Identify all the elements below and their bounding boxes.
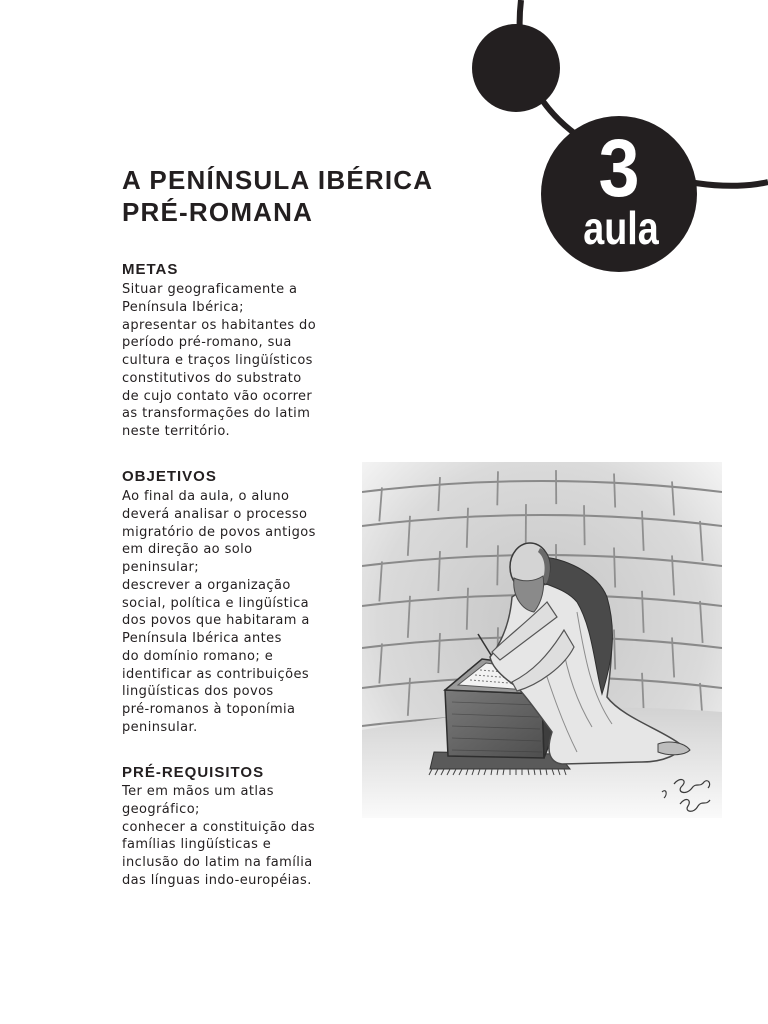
wall-joint-line	[614, 548, 615, 588]
chapter-number: 3	[598, 123, 640, 214]
body-line: peninsular.	[122, 719, 198, 735]
body-line: dos povos que habitaram a	[122, 613, 310, 629]
page-title-line: PRÉ-ROMANA	[122, 197, 314, 227]
body-line: lingüísticas dos povos	[122, 684, 274, 700]
body-line: Situar geograficamente a	[122, 282, 298, 297]
body-line: as transformações do latim	[122, 406, 311, 422]
body-line: constitutivos do substrato	[122, 370, 302, 386]
body-line: Ter em mãos um atlas	[122, 784, 274, 799]
wall-joint-line	[467, 588, 468, 630]
body-line: descrever a organização	[122, 577, 291, 593]
section-heading-objetivos: OBJETIVOS	[122, 468, 217, 485]
body-line: em direção ao solo	[122, 542, 253, 558]
body-line: social, política e lingüística	[122, 595, 310, 611]
wall-joint-line	[497, 471, 498, 505]
body-line: pré-romanos à toponímia	[122, 702, 296, 717]
body-line: famílias lingüísticas e	[122, 837, 272, 853]
body-line: peninsular;	[122, 560, 200, 575]
monk-writing-illustration	[362, 462, 722, 818]
body-line: cultura e traços lingüísticos	[122, 353, 313, 368]
body-line: de cujo contato vão ocorrer	[122, 388, 313, 404]
wall-joint-line	[467, 508, 468, 548]
body-line: inclusão do latim na família	[122, 855, 313, 870]
body-line: neste território.	[122, 424, 231, 439]
small-decorative-circle	[472, 24, 560, 112]
wall-joint-line	[497, 545, 498, 585]
body-line: das línguas indo-européias.	[122, 872, 312, 888]
body-line: migratório de povos antigos	[122, 524, 316, 540]
section-body-prerequisitos	[122, 783, 332, 890]
body-line: geográfico;	[122, 801, 200, 817]
chapter-label: aula	[583, 202, 659, 254]
body-line: período pré-romano, sua	[122, 335, 292, 351]
body-line: do domínio romano; e	[122, 648, 274, 664]
body-line: Península Ibérica;	[122, 299, 244, 315]
page-title	[122, 164, 433, 228]
section-heading-prerequisitos: PRÉ-REQUISITOS	[122, 764, 265, 781]
page-title-line: A PENÍNSULA IBÉRICA	[122, 165, 434, 195]
body-line: apresentar os habitantes do	[122, 317, 317, 333]
body-line: identificar as contribuições	[122, 666, 310, 682]
wall-joint-line	[614, 630, 615, 670]
body-line: Península Ibérica antes	[122, 631, 282, 646]
section-heading-metas: METAS	[122, 261, 179, 278]
body-line: Ao final da aula, o aluno	[122, 489, 290, 504]
body-line: conhecer a constituição das	[122, 819, 316, 835]
section-body-metas	[122, 281, 332, 441]
wall-joint-line	[584, 505, 585, 545]
wall-joint-line	[614, 474, 615, 508]
body-line: deverá analisar o processo	[122, 506, 308, 522]
section-body-objetivos	[122, 488, 332, 737]
